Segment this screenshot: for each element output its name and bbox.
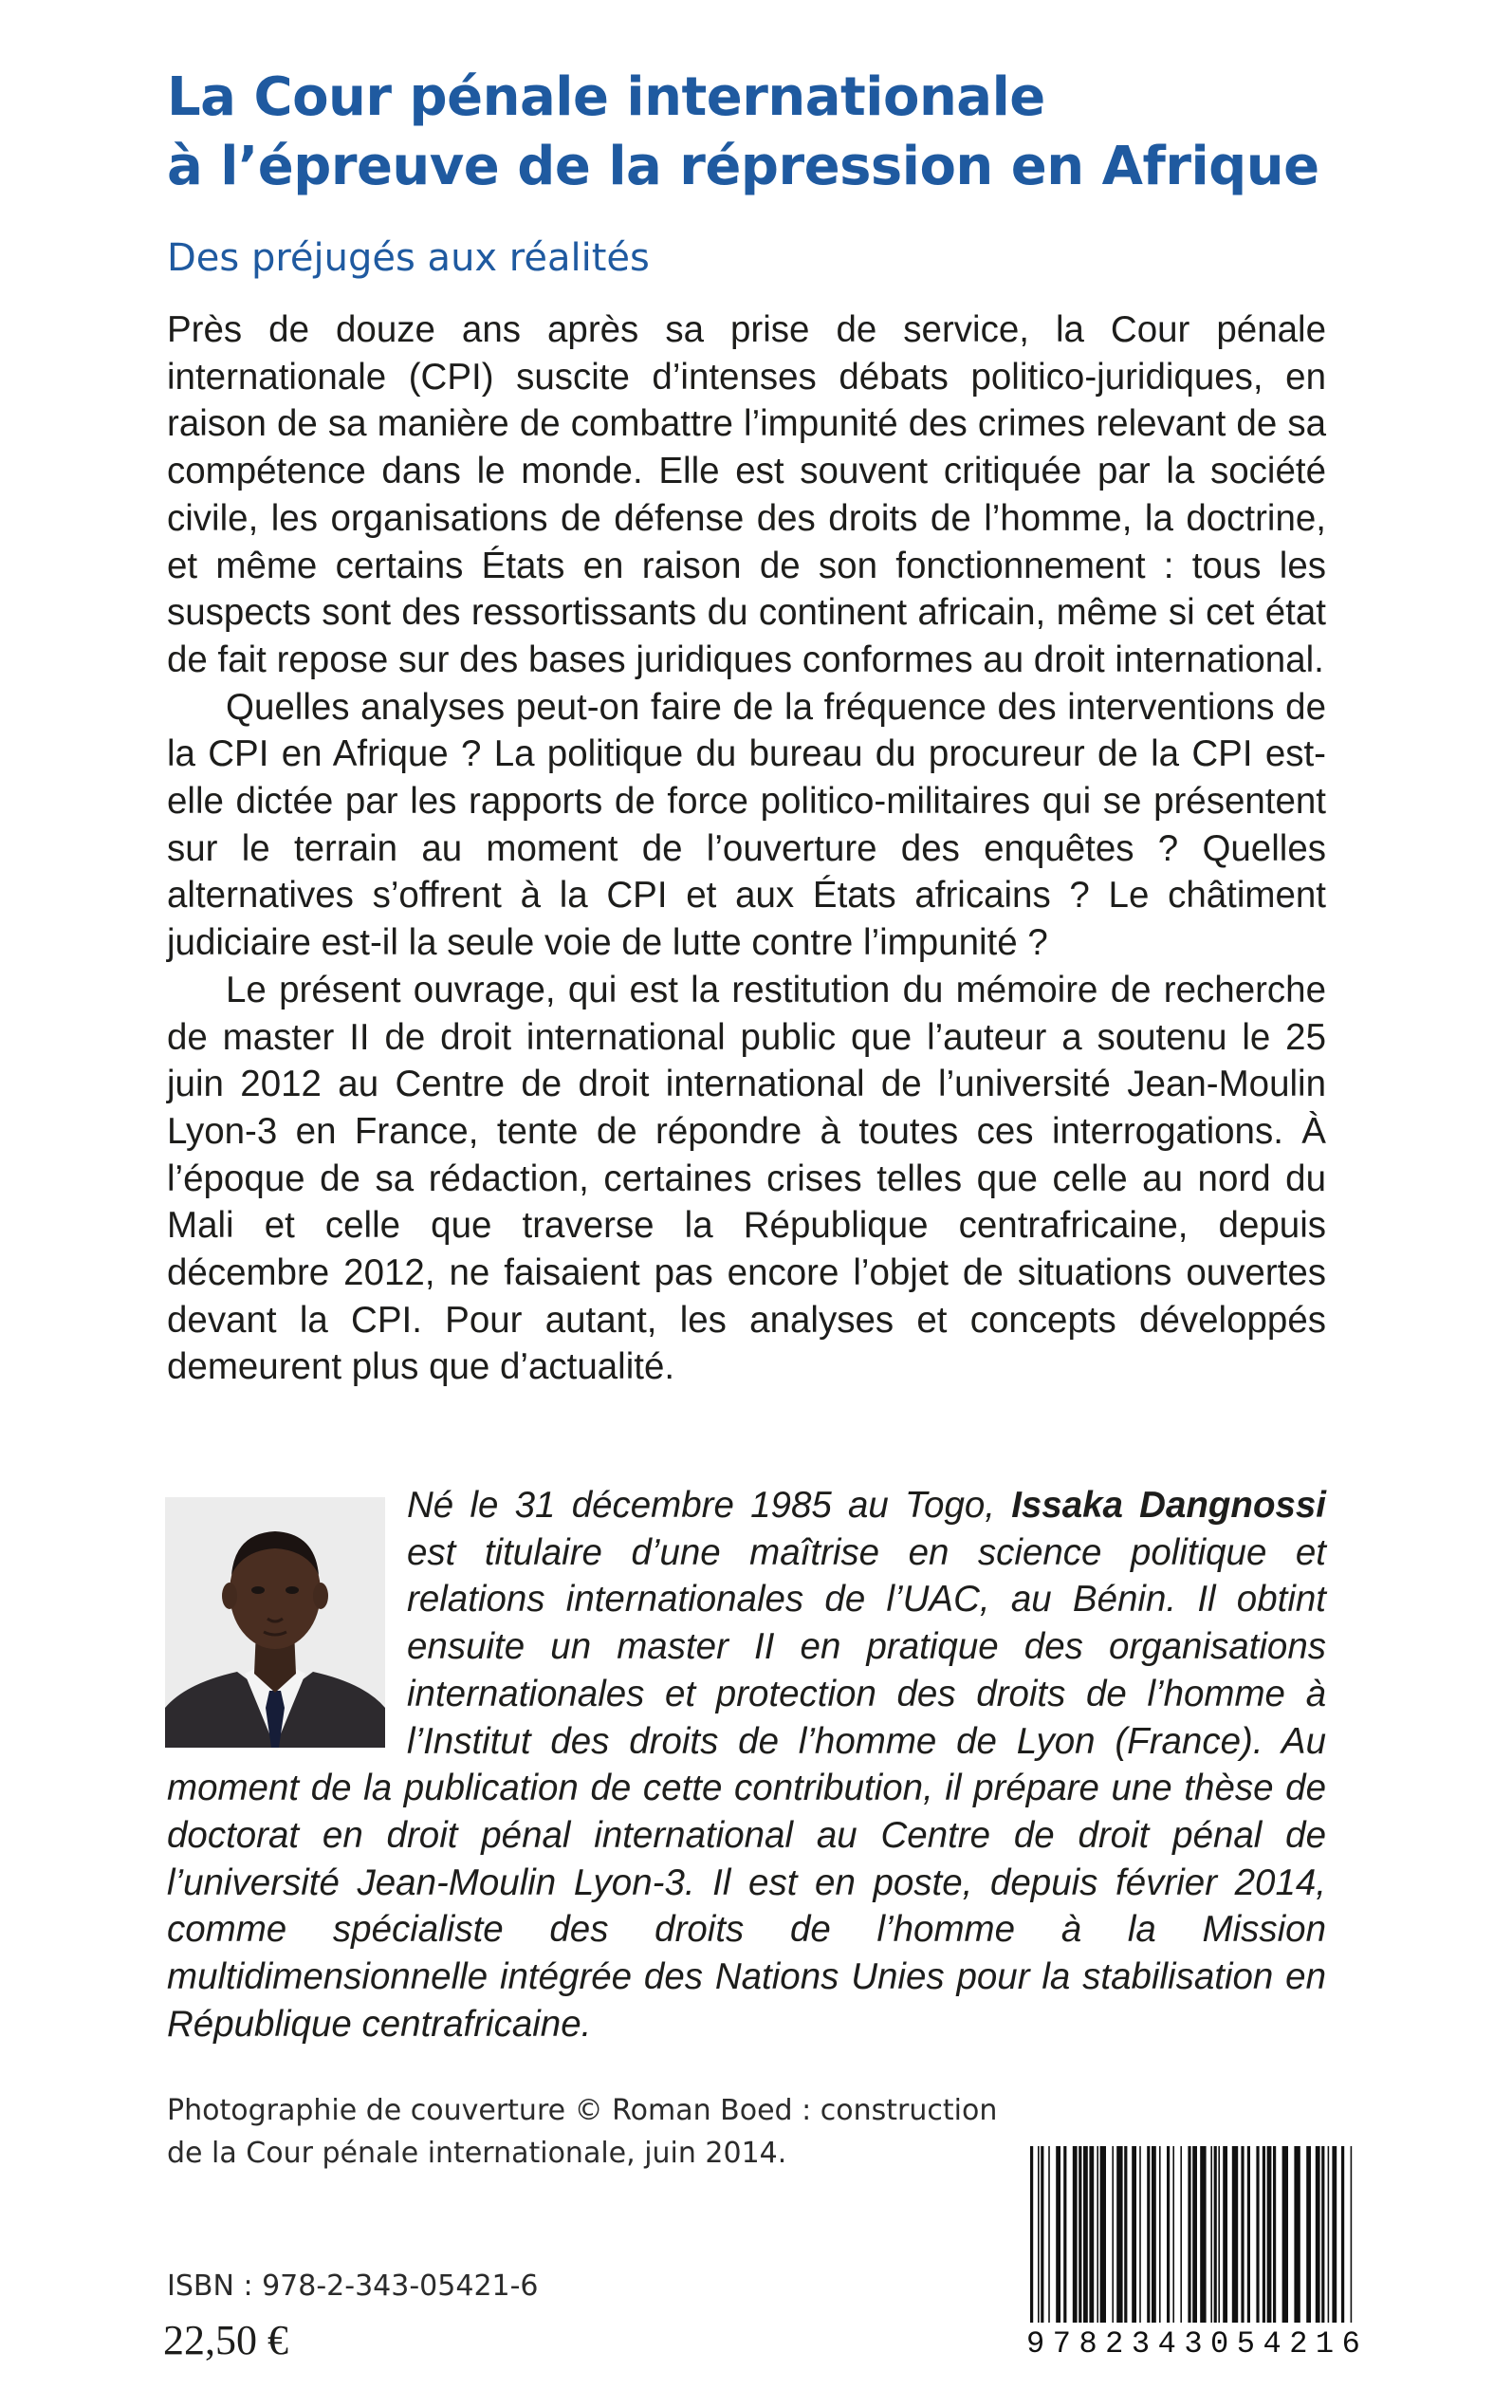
bio-intro: Né le 31 décembre 1985 au Togo,	[407, 1485, 995, 1526]
barcode-bar	[1316, 2146, 1320, 2323]
barcode-digit: 2	[1289, 2326, 1308, 2362]
barcode-bar	[1159, 2146, 1161, 2323]
barcode-bar	[1112, 2146, 1114, 2323]
barcode-bar	[1282, 2146, 1288, 2323]
barcode-bar	[1063, 2146, 1066, 2323]
barcode-digit: 5	[1236, 2326, 1255, 2362]
barcode-digit: 9	[1026, 2326, 1045, 2362]
barcode-bar	[1030, 2146, 1033, 2323]
barcode-digit: 3	[1131, 2326, 1151, 2362]
barcode-bar	[1097, 2146, 1098, 2323]
barcode-bar	[1247, 2146, 1250, 2323]
book-subtitle: Des préjugés aux réalités	[167, 236, 650, 280]
book-title-line-2: à l’épreuve de la répression en Afrique	[167, 136, 1319, 197]
barcode-bar	[1351, 2146, 1353, 2323]
barcode-bar	[1192, 2146, 1197, 2323]
photo-spacer	[167, 1482, 407, 1759]
barcode-bar	[1073, 2146, 1078, 2323]
barcode-bar	[1083, 2146, 1088, 2323]
barcode-bar	[1332, 2146, 1337, 2323]
book-title-line-1: La Cour pénale internationale	[167, 66, 1045, 128]
photo-credit-line-2: de la Cour pénale internationale, juin 2014.	[167, 2137, 787, 2170]
barcode-bar	[1147, 2146, 1150, 2323]
book-title	[167, 63, 1381, 201]
synopsis	[167, 306, 1326, 1391]
barcode-digits	[1026, 2326, 1360, 2362]
barcode-digit: 7	[1052, 2326, 1071, 2362]
barcode-digit: 4	[1157, 2326, 1176, 2362]
barcode-bar	[1089, 2146, 1094, 2323]
barcode-bar	[1218, 2146, 1220, 2323]
barcode-bar	[1294, 2146, 1300, 2323]
barcode-digit: 2	[1105, 2326, 1124, 2362]
barcode-digit: 3	[1184, 2326, 1203, 2362]
barcode-bar	[1341, 2146, 1344, 2323]
barcode-digit: 8	[1079, 2326, 1097, 2362]
barcode-bar	[1048, 2146, 1050, 2323]
barcode-bar	[1172, 2146, 1174, 2323]
barcode-bar	[1241, 2146, 1244, 2323]
barcode-bar	[1116, 2146, 1122, 2323]
synopsis-paragraph-3: Le présent ouvrage, qui est la restitution du mémoire de recherche de master II de droit international public que l’auteur a soutenu le 25 juin 2012 au Centre de droit international de l’université Jean-Moulin Lyon-3 en France, tente de répondre à toutes ces interrogations. À l’époque de sa rédaction, certaines crises telles que celle au nord du Mali et celle que traverse la République centrafricaine, depuis décembre 2012, ne faisaient pas encore l’objet de situations ouvertes devant la CPI. Pour autant, les analyses et concepts développés demeurent plus que d’actualité.	[167, 969, 1326, 1388]
barcode-bar	[1321, 2146, 1324, 2323]
barcode-bar	[1256, 2146, 1259, 2323]
bio-text: est titulaire d’une maîtrise en science politique et relations internationales de l’UAC, au Bénin. Il obtint ensuite un master II en pratique des organisations internationales et protection des droits de l’homme à l’Institut des droits de l’homme de Lyon (France). Au moment de la publication de cette contribution, il prépare une thèse de doctorat en droit pénal international au Centre de droit pénal de l’université Jean-Moulin Lyon-3. Il est en poste, depuis février 2014, comme spécialiste des droits de l’homme à la Mission multidimensionnelle intégrée des Nations Unies pour la stabilisation en République centrafricaine.	[167, 1531, 1326, 2045]
barcode-bar	[1079, 2146, 1081, 2323]
barcode-bar	[1267, 2146, 1272, 2323]
barcode-bar	[1273, 2146, 1276, 2323]
barcode-bar	[1188, 2146, 1190, 2323]
title-block	[167, 63, 1381, 281]
barcode-bars	[1026, 2146, 1360, 2323]
barcode-bar	[1056, 2146, 1060, 2323]
price: 22,50 €	[163, 2317, 288, 2363]
synopsis-paragraph-2: Quelles analyses peut-on faire de la fréquence des interventions de la CPI en Afrique ? La politique du bureau du procureur de la CPI est-elle dictée par les rapports de force politico-militaires qui se présentent sur le terrain au moment de l’ouverture des enquêtes ? Quelles alternatives s’offrent à la CPI et aux États africains ? Le châtiment judiciaire est-il la seule voie de lutte contre l’impunité ?	[167, 686, 1326, 964]
barcode-bar	[1214, 2146, 1217, 2323]
barcode-bar	[1210, 2146, 1212, 2323]
barcode-bar	[1152, 2146, 1156, 2323]
barcode-bar	[1200, 2146, 1206, 2323]
barcode-digit: 6	[1341, 2326, 1360, 2362]
synopsis-paragraph-1: Près de douze ans après sa prise de service, la Cour pénale internationale (CPI) suscite d’intenses débats politico-juridiques, en raison de sa manière de combattre l’impunité des crimes relevant de sa compétence dans le monde. Elle est souvent critiquée par la société civile, les organisations de défense des droits de l’homme, la doctrine, et même certains États en raison de son fonctionnement : tous les suspects sont des ressortissants du continent africain, même si cet état de fait repose sur des bases juridiques conformes au droit international.	[167, 309, 1326, 680]
author-bio	[167, 1482, 1326, 2047]
barcode-bar	[1263, 2146, 1265, 2323]
barcode-bar	[1038, 2146, 1040, 2323]
barcode-bar	[1223, 2146, 1227, 2323]
barcode-bar	[1306, 2146, 1311, 2323]
author-name: Issaka Dangnossi	[1011, 1485, 1326, 1526]
barcode-digit: 1	[1315, 2326, 1335, 2362]
barcode-bar	[1100, 2146, 1106, 2323]
barcode-bar	[1328, 2146, 1330, 2323]
barcode-bar	[1041, 2146, 1043, 2323]
barcode-digit: 4	[1263, 2326, 1282, 2362]
barcode-bar	[1139, 2146, 1141, 2323]
barcode-bar	[1180, 2146, 1182, 2323]
photo-credit	[167, 2089, 1002, 2175]
barcode-bar	[1232, 2146, 1238, 2323]
barcode	[1026, 2146, 1360, 2362]
barcode-bar	[1167, 2146, 1170, 2323]
isbn: ISBN : 978-2-343-05421-6	[167, 2269, 539, 2303]
barcode-bar	[1132, 2146, 1136, 2323]
barcode-digit: 0	[1210, 2326, 1229, 2362]
barcode-bar	[1124, 2146, 1127, 2323]
photo-credit-line-1: Photographie de couverture © Roman Boed : construction	[167, 2094, 998, 2127]
